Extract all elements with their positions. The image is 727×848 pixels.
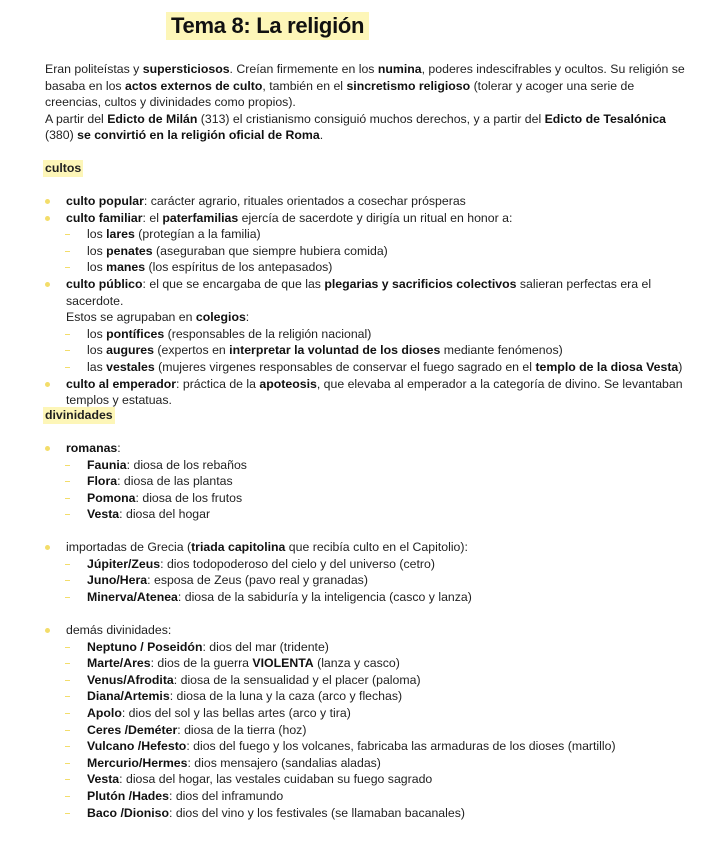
sub-list-item: Flora: diosa de las plantas	[45, 473, 695, 490]
sub-list-item: Diana/Artemis: diosa de la luna y la caza (arco y flechas)	[45, 688, 695, 705]
dash-icon	[65, 647, 70, 648]
intro-section	[45, 61, 690, 144]
sub-list-item: los augures (expertos en interpretar la voluntad de los dioses mediante fenómenos)	[45, 342, 695, 359]
dash-icon	[65, 334, 70, 335]
bullet-icon	[45, 545, 50, 550]
bullet-icon	[45, 216, 50, 221]
sub-list-item: los pontífices (responsables de la religión nacional)	[45, 326, 695, 343]
list-item: demás divinidades:	[45, 622, 695, 639]
sub-list-item: Mercurio/Hermes: dios mensajero (sandalias aladas)	[45, 755, 695, 772]
dash-icon	[65, 597, 70, 598]
dash-icon	[65, 580, 70, 581]
dash-icon	[65, 763, 70, 764]
sub-list-item: los lares (protegían a la familia)	[45, 226, 695, 243]
dash-icon	[65, 564, 70, 565]
list-item: romanas:	[45, 440, 695, 457]
dash-icon	[65, 367, 70, 368]
list-item: culto familiar: el paterfamilias ejercía de sacerdote y dirigía un ritual en honor a:	[45, 210, 695, 227]
bullet-icon	[45, 199, 50, 204]
dash-icon	[65, 796, 70, 797]
dash-icon	[65, 350, 70, 351]
sub-list-item: los penates (aseguraban que siempre hubiera comida)	[45, 243, 695, 260]
sub-list-item: las vestales (mujeres virgenes responsables de conservar el fuego sagrado en el templo de la diosa Vesta)	[45, 359, 695, 376]
bullet-icon	[45, 628, 50, 633]
sub-list-item: Plutón /Hades: dios del inframundo	[45, 788, 695, 805]
dash-icon	[65, 251, 70, 252]
list-item: culto popular: carácter agrario, rituales orientados a cosechar prósperas	[45, 193, 695, 210]
dash-icon	[65, 267, 70, 268]
list-item: culto público: el que se encargaba de que las plegarias y sacrificios colectivos salieran perfectas era el sacerdote.	[45, 276, 695, 309]
dash-icon	[65, 713, 70, 714]
dash-icon	[65, 234, 70, 235]
dash-icon	[65, 779, 70, 780]
sub-list-item: Vesta: diosa del hogar	[45, 506, 695, 523]
sub-list-item: Ceres /Deméter: diosa de la tierra (hoz)	[45, 722, 695, 739]
list-item-continuation: templos y estatuas.	[66, 393, 172, 408]
sub-list-item: Marte/Ares: dios de la guerra VIOLENTA (lanza y casco)	[45, 655, 695, 672]
bullet-icon	[45, 382, 50, 387]
section-heading-divinidades: divinidades	[45, 408, 113, 422]
dash-icon	[65, 730, 70, 731]
sub-list-item: Vesta: diosa del hogar, las vestales cuidaban su fuego sagrado	[45, 771, 695, 788]
list-item: culto al emperador: práctica de la apoteosis, que elevaba al emperador a la categoría de divino. Se levantaban	[45, 376, 695, 393]
intro-paragraph-2: A partir del Edicto de Milán (313) el cristianismo consiguió muchos derechos, y a partir del Edicto de Tesalónica (380) se convirtió en la religión oficial de Roma.	[45, 111, 667, 143]
sub-list-item: Pomona: diosa de los frutos	[45, 490, 695, 507]
sub-list-item: los manes (los espíritus de los antepasados)	[45, 259, 695, 276]
intro-paragraph-1: Eran politeístas y supersticiosos. Creían firmemente en los numina, poderes indescifrables y ocultos. Su religión se basaba en los actos externos de culto, también en el sincretismo religioso (tolerar y acoger una serie de creencias, cultos y divinidades como propios).	[45, 62, 685, 110]
section-heading-cultos: cultos	[45, 161, 82, 175]
dash-icon	[65, 663, 70, 664]
sub-list-item: Neptuno / Poseidón: dios del mar (tridente)	[45, 639, 695, 656]
list-item-continuation: Estos se agrupaban en colegios:	[66, 310, 250, 325]
demas-list	[45, 622, 695, 821]
sub-list-item: Juno/Hera: esposa de Zeus (pavo real y granadas)	[45, 572, 695, 589]
sub-list-item: Minerva/Atenea: diosa de la sabiduría y la inteligencia (casco y lanza)	[45, 589, 695, 606]
sub-list-item: Faunia: diosa de los rebaños	[45, 457, 695, 474]
dash-icon	[65, 696, 70, 697]
dash-icon	[65, 813, 70, 814]
bullet-icon	[45, 282, 50, 287]
dash-icon	[65, 514, 70, 515]
dash-icon	[65, 465, 70, 466]
dash-icon	[65, 746, 70, 747]
sub-list-item: Venus/Afrodita: diosa de la sensualidad y el placer (paloma)	[45, 672, 695, 689]
dash-icon	[65, 680, 70, 681]
grecia-list	[45, 539, 695, 605]
page-title: Tema 8: La religión	[166, 12, 369, 40]
sub-list-item: Baco /Dioniso: dios del vino y los festivales (se llamaban bacanales)	[45, 805, 695, 822]
dash-icon	[65, 498, 70, 499]
sub-list-item: Vulcano /Hefesto: dios del fuego y los volcanes, fabricaba las armaduras de los dioses (martillo)	[45, 738, 695, 755]
sub-list-item: Júpiter/Zeus: dios todopoderoso del cielo y del universo (cetro)	[45, 556, 695, 573]
romanas-list	[45, 440, 695, 523]
bullet-icon	[45, 446, 50, 451]
sub-list-item: Apolo: dios del sol y las bellas artes (arco y tira)	[45, 705, 695, 722]
list-item: importadas de Grecia (triada capitolina que recibía culto en el Capitolio):	[45, 539, 695, 556]
cultos-list	[45, 193, 695, 409]
dash-icon	[65, 481, 70, 482]
